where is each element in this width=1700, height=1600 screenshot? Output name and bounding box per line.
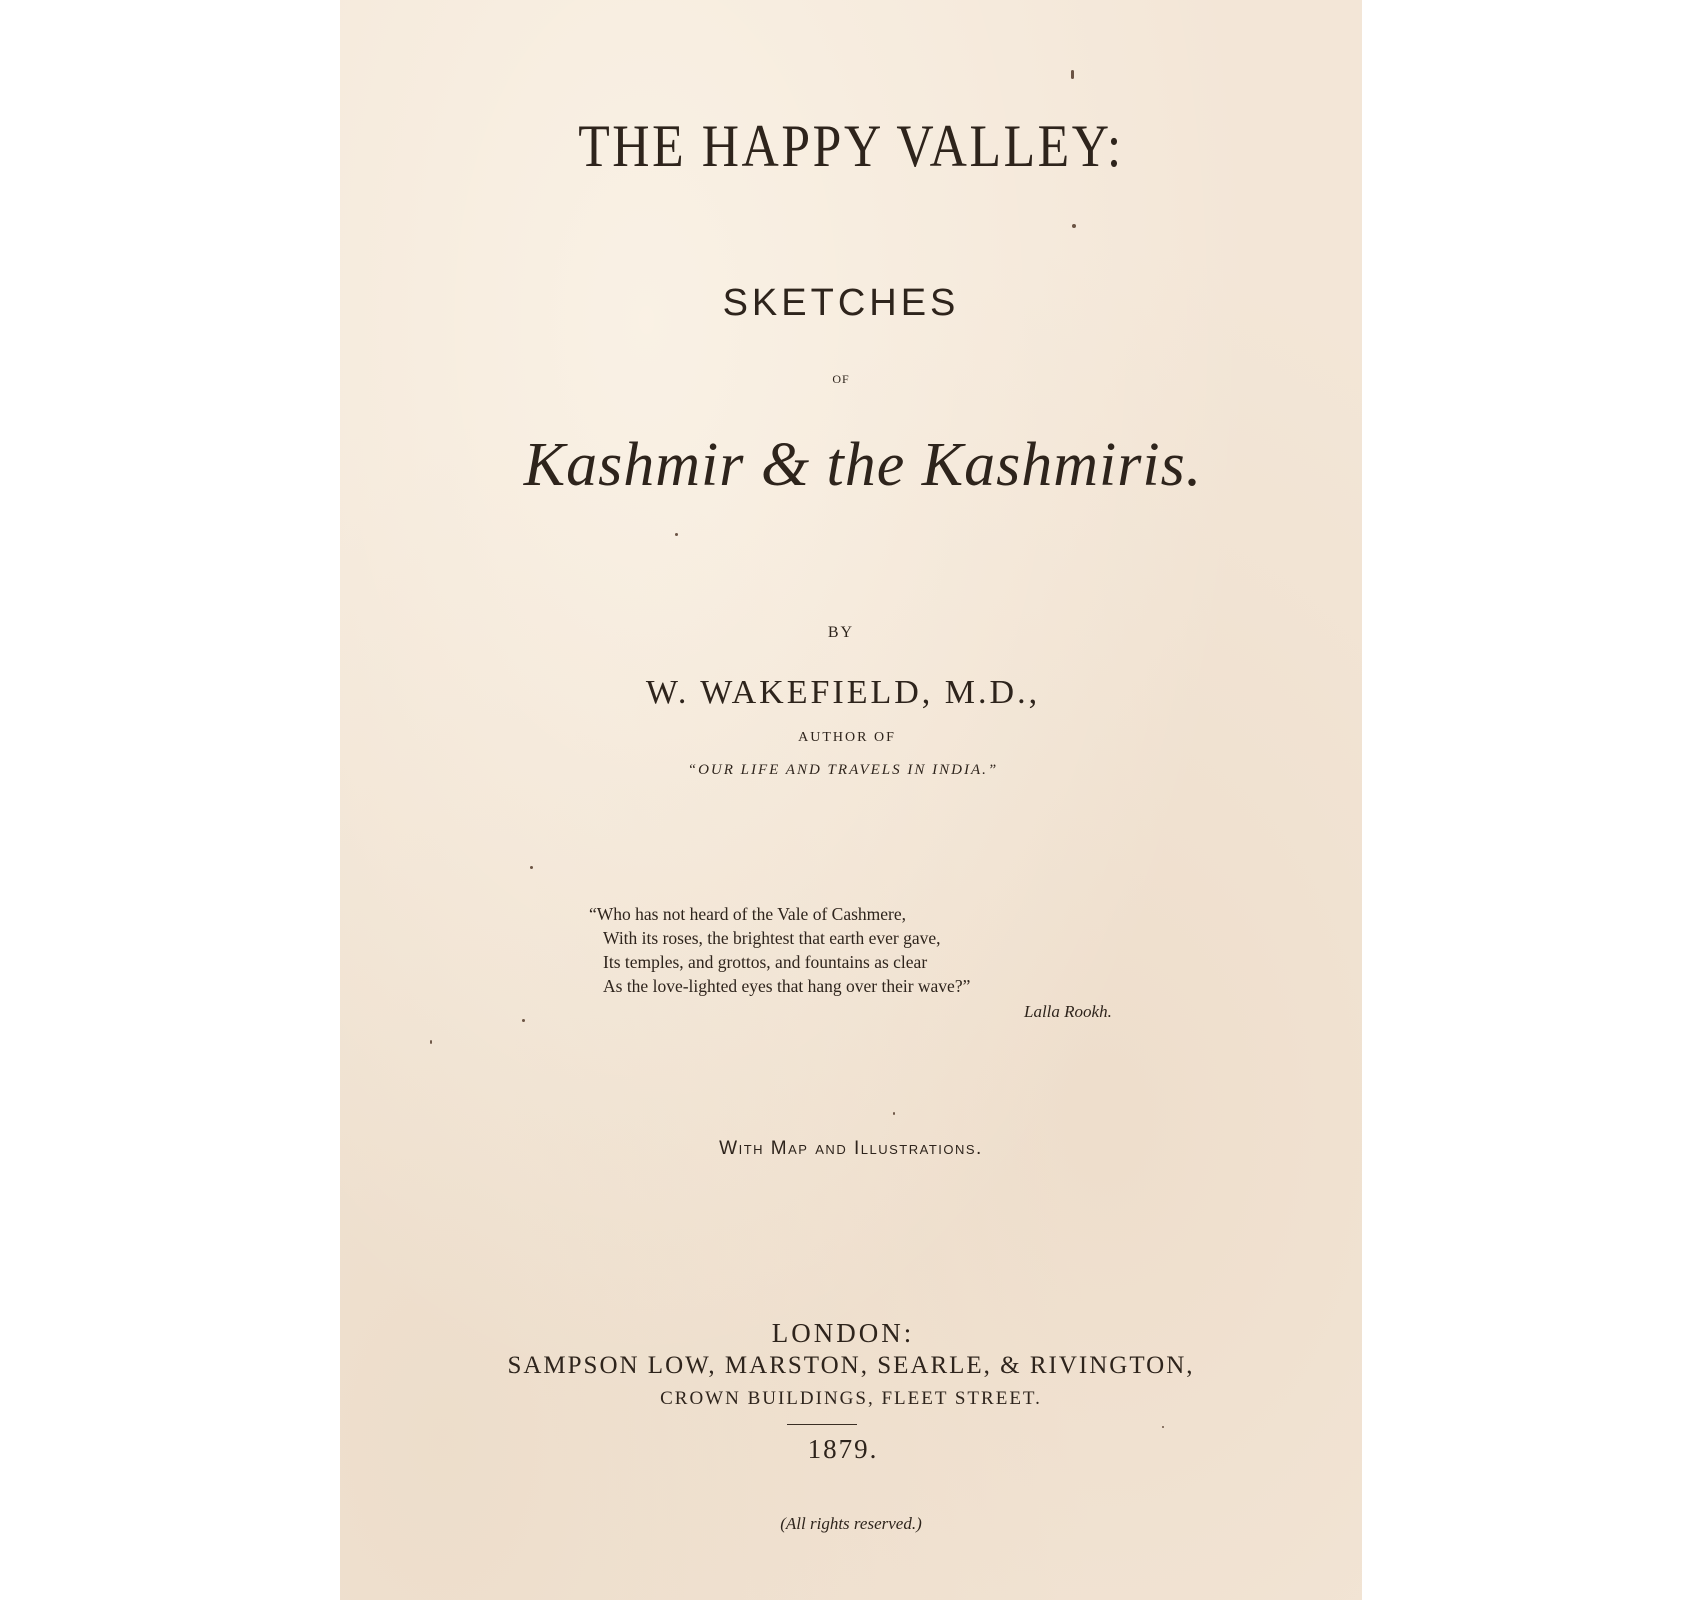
foxing-speck [522,1019,525,1022]
author-of-label: AUTHOR OF [798,730,896,745]
epigraph [589,902,971,998]
foxing-speck [1162,1426,1164,1428]
book-title: THE HAPPY VALLEY: [578,113,1124,179]
epigraph-line: As the love-lighted eyes that hang over their wave?” [603,976,971,996]
foxing-speck [1071,70,1074,79]
author-name: W. WAKEFIELD, M.D., [645,674,1041,711]
by-label: BY [827,624,855,641]
epigraph-attribution: Lalla Rookh. [1024,1002,1112,1021]
previous-work-title: “OUR LIFE AND TRAVELS IN INDIA.” [687,762,999,778]
imprint-address: CROWN BUILDINGS, FLEET STREET. [660,1388,1042,1409]
imprint-year: 1879. [807,1434,879,1464]
title-page [340,0,1362,1600]
foxing-speck [1072,224,1076,228]
imprint-city: LONDON: [771,1318,915,1348]
epigraph-line: “Who has not heard of the Vale of Cashmere, [589,904,906,924]
foxing-speck [675,533,678,536]
foxing-speck [893,1112,895,1115]
book-subtitle: SKETCHES [722,282,960,324]
subtitle-connector: OF [832,372,850,386]
illustrations-note: With Map and Illustrations. [719,1138,983,1159]
epigraph-line: With its roses, the brightest that earth ever gave, [603,928,941,948]
foxing-speck [430,1040,432,1044]
rights-notice: (All rights reserved.) [780,1514,922,1533]
foxing-speck [530,866,533,869]
imprint-publisher: SAMPSON LOW, MARSTON, SEARLE, & RIVINGTON, [507,1352,1195,1379]
epigraph-line: Its temples, and grottos, and fountains as clear [603,952,928,972]
imprint-rule [787,1424,857,1425]
book-subject: Kashmir & the Kashmiris. [523,431,1203,499]
